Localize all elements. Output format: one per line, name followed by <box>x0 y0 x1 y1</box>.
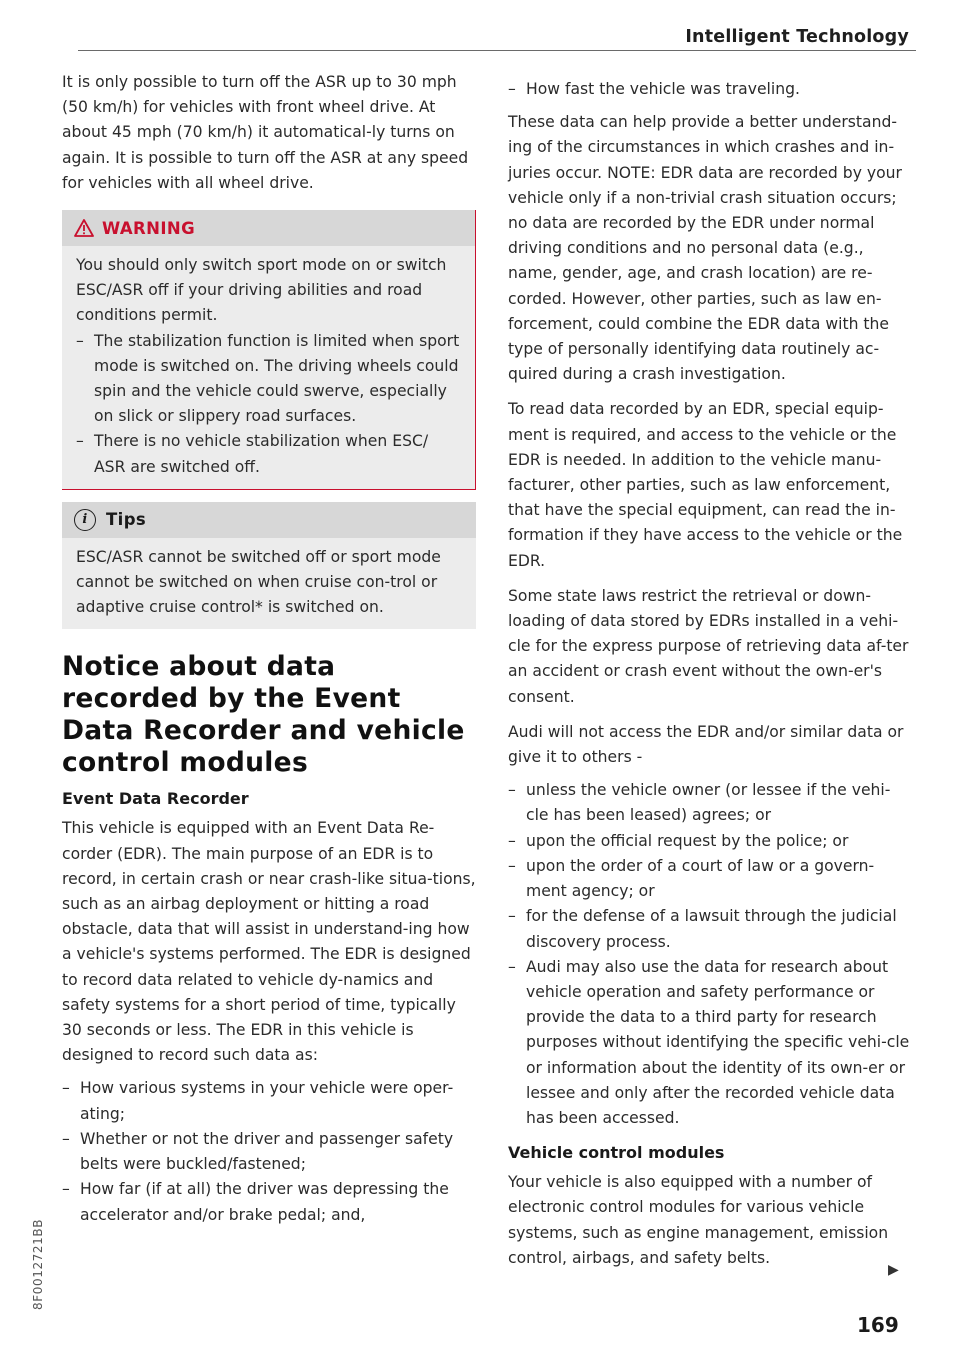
warning-item: – There is no vehicle stabilization when ESC/ ASR are switched off. <box>76 432 429 476</box>
access-list <box>508 778 912 1131</box>
header-rule <box>78 50 916 51</box>
warning-triangle-icon <box>74 219 94 237</box>
warning-item: – The stabilization function is limited when sport mode is switched on. The driving wheels could spin and the vehicle could swerve, especially on slick or slippery road surfaces. <box>76 331 460 426</box>
list-item: – Whether or not the driver and passenger safety belts were buckled/fastened; <box>62 1129 454 1174</box>
warning-text: You should only switch sport mode on or switch ESC/ASR off if your driving abilities and road conditions permit. <box>76 256 447 325</box>
list-item: – How fast the vehicle was traveling. <box>508 80 800 98</box>
paragraph: These data can help provide a better understand-ing of the circumstances in which crashes and in-juries occur. NOTE: EDR data are recorded by your vehicle only if a non-trivial crash situation occurs; no data are recorded by the EDR under normal driving conditions and no personal data (e.g., name, gender, age, and crash location) are re-corded. However, other parties, such as law en-forcement, could combine the EDR data with the type of personally identifying data routinely ac-quired during a crash investigation. <box>508 113 902 384</box>
list-item: – How various systems in your vehicle were oper-ating; <box>62 1079 454 1123</box>
intro-paragraph: It is only possible to turn off the ASR up to 30 mph (50 km/h) for vehicles with front wheel drive. At about 45 mph (70 km/h) it automatical-ly turns on again. It is possible to turn off the ASR at any speed for vehicles with all wheel drive. <box>62 73 469 192</box>
warning-body <box>62 246 475 489</box>
edr-paragraph: This vehicle is equipped with an Event Data Re-corder (EDR). The main purpose of an EDR is to record, in certain crash or near crash-like situa-tions, such as an airbag deployment or hitting a road obstacle, data that will assist in understand-ing how a vehicle's systems performed. The EDR is designed to record data related to vehicle dy-namics and safety systems for a short period of time, typically 30 seconds or less. The EDR in this vehicle is designed to record such data as: <box>62 819 476 1065</box>
continue-arrow-icon: ▶ <box>888 1262 899 1278</box>
tips-title: Tips <box>106 510 147 530</box>
running-header: Intelligent Technology <box>685 27 909 47</box>
warning-box <box>62 210 476 490</box>
list-item: – How far (if at all) the driver was depressing the accelerator and/or brake pedal; and, <box>62 1180 449 1224</box>
tips-header <box>62 502 476 538</box>
vcm-paragraph: Your vehicle is also equipped with a number of electronic control modules for various vehicle systems, such as engine management, emission control, airbags, and safety belts. <box>508 1173 889 1267</box>
left-column <box>62 70 476 1228</box>
paragraph: Some state laws restrict the retrieval or down-loading of data stored by EDRs installed in a vehi-cle for the express purpose of retrieving data af-ter an accident or crash event without the own-er's consent. <box>508 586 909 706</box>
vcm-heading: Vehicle control modules <box>508 1143 725 1163</box>
list-item: – unless the vehicle owner (or lessee if the vehi-cle has been leased) agrees; or <box>508 781 891 825</box>
list-item: – upon the official request by the police; or <box>508 831 849 850</box>
edr-heading: Event Data Recorder <box>62 789 249 809</box>
tips-body <box>62 538 476 630</box>
info-icon: i <box>74 509 96 531</box>
paragraph: To read data recorded by an EDR, special equip-ment is required, and access to the vehicle or the EDR is needed. In addition to the vehicle manu-facturer, other parties, such as law enforcement, that have the special equipment, can read the in-formation if they have access to the vehicle or the EDR. <box>508 400 903 570</box>
section-title: Notice about data recorded by the Event Data Recorder and vehicle control modules <box>62 651 465 779</box>
document-code: 8F0012721BB <box>31 1218 45 1310</box>
tips-box <box>62 502 476 630</box>
edr-list <box>62 1076 476 1227</box>
page-number: 169 <box>857 1313 899 1337</box>
list-item: – for the defense of a lawsuit through the judicial discovery process. <box>508 907 897 951</box>
list-item: – Audi may also use the data for research about vehicle operation and safety performance or provide the data to a third party for research purposes without identifying the specific vehi-cle or information about the identity of its own-er or lessee and only after the recorded vehicle data has been accessed. <box>508 957 910 1127</box>
right-column <box>508 77 912 1271</box>
list-item: – upon the order of a court of law or a govern-ment agency; or <box>508 856 875 901</box>
paragraph: Audi will not access the EDR and/or similar data or give it to others - <box>508 722 904 767</box>
warning-title: WARNING <box>102 218 196 238</box>
tips-text: ESC/ASR cannot be switched off or sport mode cannot be switched on when cruise con-trol or adaptive cruise control* is switched on. <box>76 547 441 617</box>
warning-header <box>62 210 475 246</box>
